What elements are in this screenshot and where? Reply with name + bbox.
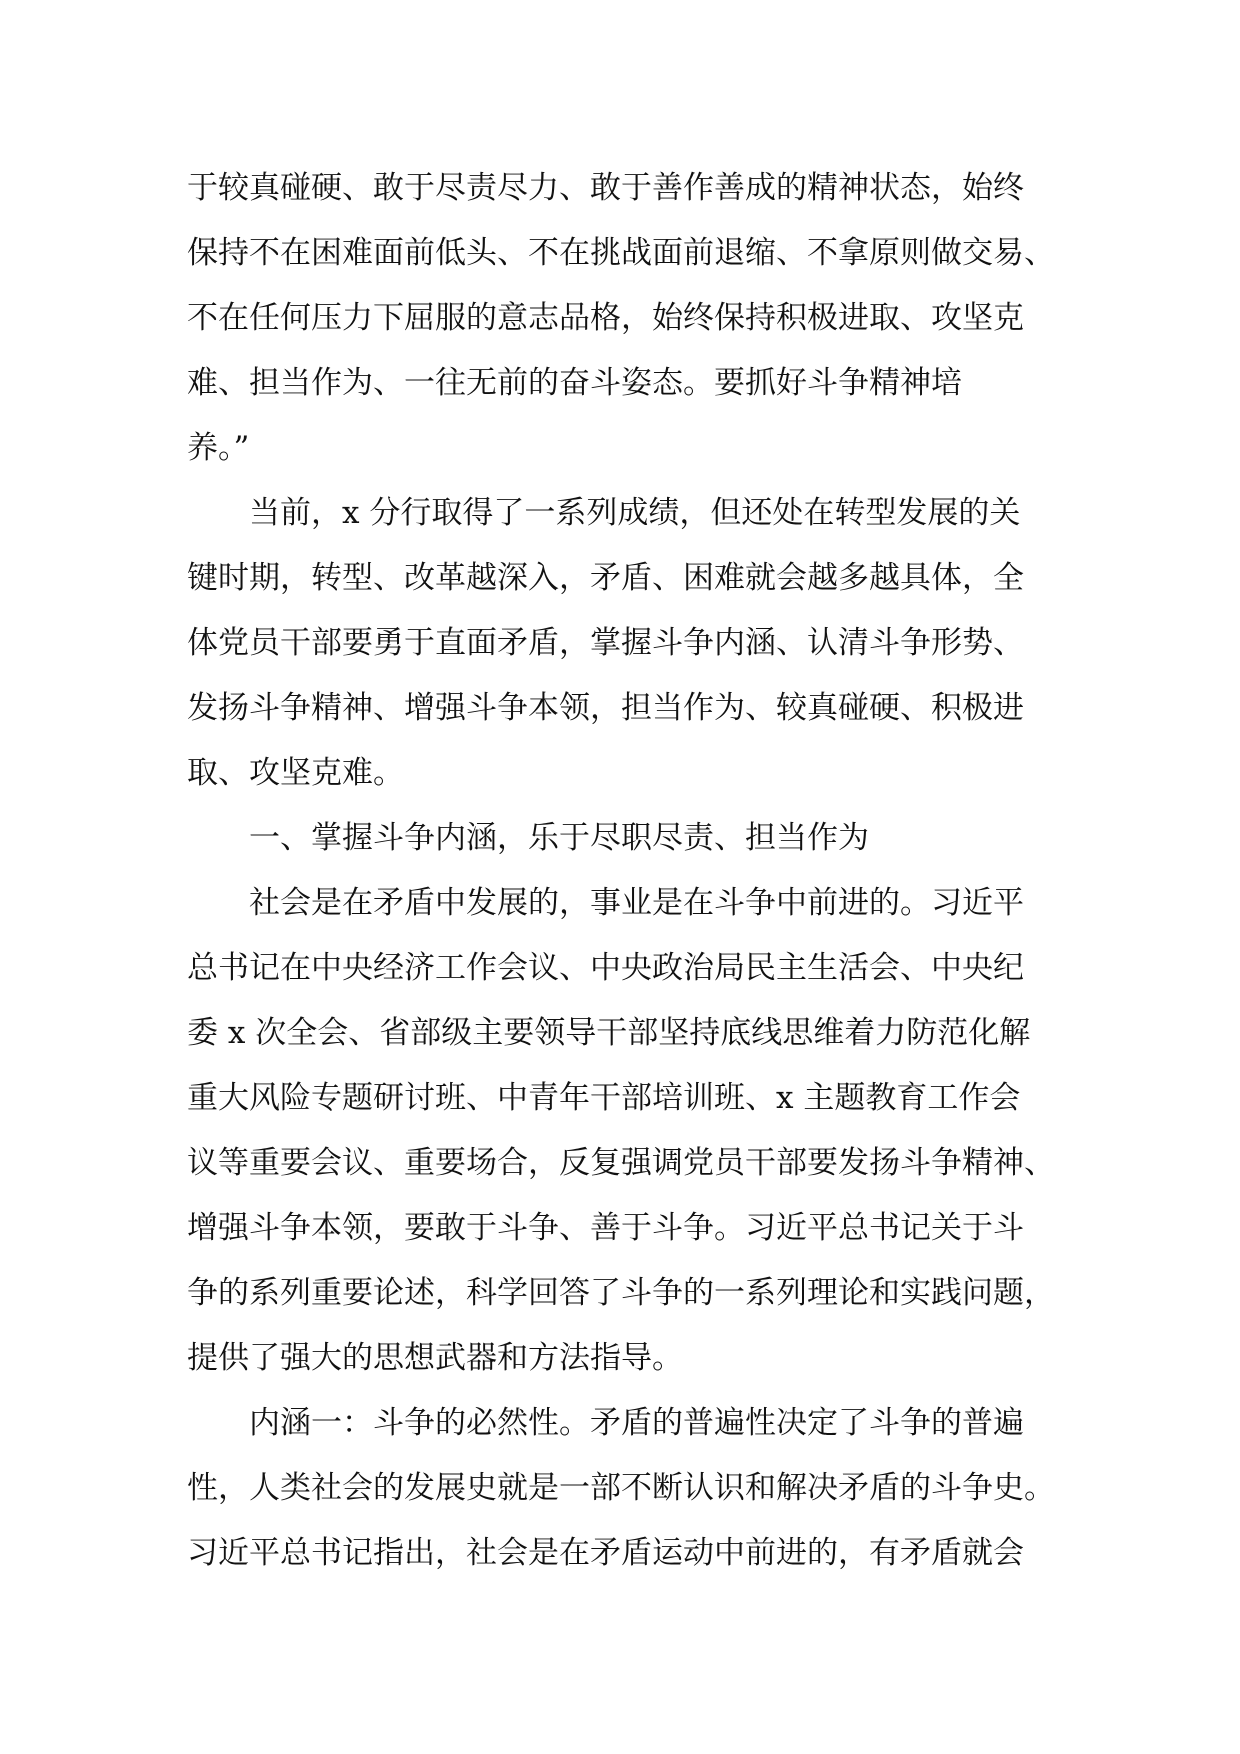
text-line: 习近平总书记指出，社会是在矛盾运动中前进的，有矛盾就会: [187, 1535, 1024, 1571]
text-line: 养。”: [187, 430, 250, 466]
text-line: 体党员干部要勇于直面矛盾，掌握斗争内涵、认清斗争形势、: [187, 625, 1024, 661]
text-line: 重大风险专题研讨班、中青年干部培训班、x 主题教育工作会: [187, 1080, 1021, 1116]
text-line: 委 x 次全会、省部级主要领导干部坚持底线思维着力防范化解: [187, 1015, 1031, 1051]
text-line: 性，人类社会的发展史就是一部不断认识和解决矛盾的斗争史。: [187, 1470, 1055, 1506]
text-line: 难、担当作为、一往无前的奋斗姿态。要抓好斗争精神培: [187, 365, 962, 401]
text-line: 议等重要会议、重要场合，反复强调党员干部要发扬斗争精神、: [187, 1145, 1055, 1181]
text-line: 争的系列重要论述，科学回答了斗争的一系列理论和实践问题，: [187, 1275, 1055, 1311]
document-body: [187, 168, 1087, 1598]
text-line: 当前，x 分行取得了一系列成绩，但还处在转型发展的关: [249, 495, 1021, 531]
text-line: 不在任何压力下屈服的意志品格，始终保持积极进取、攻坚克: [187, 300, 1024, 336]
text-line: 键时期，转型、改革越深入，矛盾、困难就会越多越具体，全: [187, 560, 1024, 596]
text-line: 发扬斗争精神、增强斗争本领，担当作为、较真碰硬、积极进: [187, 690, 1024, 726]
text-line: 提供了强大的思想武器和方法指导。: [187, 1340, 683, 1376]
text-line: 内涵一：斗争的必然性。矛盾的普遍性决定了斗争的普遍: [249, 1405, 1024, 1441]
text-line: 社会是在矛盾中发展的，事业是在斗争中前进的。习近平: [249, 885, 1024, 921]
text-line: 保持不在困难面前低头、不在挑战面前退缩、不拿原则做交易、: [187, 235, 1055, 271]
text-line: 于较真碰硬、敢于尽责尽力、敢于善作善成的精神状态，始终: [187, 170, 1024, 206]
text-line: 取、攻坚克难。: [187, 755, 404, 791]
text-line: 增强斗争本领，要敢于斗争、善于斗争。习近平总书记关于斗: [187, 1210, 1024, 1246]
text-line: 一、掌握斗争内涵，乐于尽职尽责、担当作为: [249, 820, 869, 856]
text-line: 总书记在中央经济工作会议、中央政治局民主生活会、中央纪: [187, 950, 1024, 986]
